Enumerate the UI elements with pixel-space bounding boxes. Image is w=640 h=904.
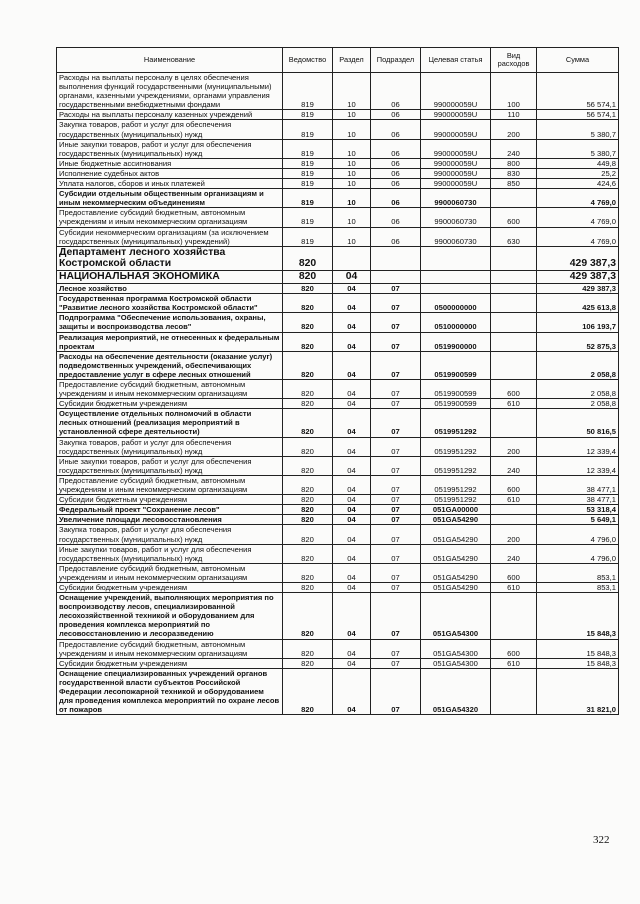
subsection-cell: 07 xyxy=(371,294,421,313)
section-cell xyxy=(333,246,371,271)
expense-type-cell: 200 xyxy=(491,525,537,544)
department-cell: 820 xyxy=(283,515,333,525)
row-name-cell: Предоставление субсидий бюджетным, автономным учреждениям и иным некоммерческим организациям xyxy=(57,639,283,658)
section-cell: 10 xyxy=(333,179,371,189)
table-row xyxy=(57,525,619,544)
target-item-cell: 990000059U xyxy=(421,168,491,178)
table-row xyxy=(57,73,619,110)
subsection-cell: 07 xyxy=(371,515,421,525)
amount-cell: 424,6 xyxy=(537,179,619,189)
section-cell: 04 xyxy=(333,456,371,475)
subsection-cell: 06 xyxy=(371,139,421,158)
subsection-cell: 07 xyxy=(371,437,421,456)
row-name-cell: Субсидии бюджетным учреждениям xyxy=(57,399,283,409)
department-cell: 819 xyxy=(283,120,333,139)
row-name-cell: Субсидии бюджетным учреждениям xyxy=(57,495,283,505)
subsection-cell: 07 xyxy=(371,582,421,592)
subsection-cell: 07 xyxy=(371,351,421,379)
subsection-cell: 07 xyxy=(371,544,421,563)
table-row xyxy=(57,158,619,168)
amount-cell: 449,8 xyxy=(537,158,619,168)
department-cell: 819 xyxy=(283,73,333,110)
column-header-name: Наименование xyxy=(57,48,283,73)
section-cell: 10 xyxy=(333,73,371,110)
target-item-cell: 0519951292 xyxy=(421,475,491,494)
target-item-cell: 0519951292 xyxy=(421,409,491,437)
table-row xyxy=(57,399,619,409)
department-cell: 820 xyxy=(283,399,333,409)
amount-cell: 853,1 xyxy=(537,582,619,592)
expense-type-cell: 830 xyxy=(491,168,537,178)
table-row xyxy=(57,544,619,563)
table-row xyxy=(57,456,619,475)
section-cell: 10 xyxy=(333,110,371,120)
amount-cell: 56 574,1 xyxy=(537,110,619,120)
subsection-cell: 07 xyxy=(371,593,421,639)
expense-type-cell: 610 xyxy=(491,658,537,668)
target-item-cell: 990000059U xyxy=(421,139,491,158)
subsection-cell: 07 xyxy=(371,409,421,437)
section-cell: 10 xyxy=(333,208,371,227)
target-item-cell: 051GA54290 xyxy=(421,515,491,525)
table-row xyxy=(57,313,619,332)
subsection-cell: 07 xyxy=(371,495,421,505)
table-row xyxy=(57,475,619,494)
amount-cell: 429 387,3 xyxy=(537,271,619,284)
section-cell: 04 xyxy=(333,658,371,668)
row-name-cell: Осуществление отдельных полномочий в области лесных отношений (реализация мероприятий в установленной сфере деятельности) xyxy=(57,409,283,437)
target-item-cell: 051GA54290 xyxy=(421,525,491,544)
target-item-cell: 0519900599 xyxy=(421,380,491,399)
expense-type-cell: 630 xyxy=(491,227,537,246)
target-item-cell: 9900060730 xyxy=(421,227,491,246)
expense-type-cell: 610 xyxy=(491,582,537,592)
table-row xyxy=(57,332,619,351)
amount-cell: 53 318,4 xyxy=(537,505,619,515)
department-cell: 820 xyxy=(283,593,333,639)
amount-cell: 5 380,7 xyxy=(537,139,619,158)
column-header-section: Раздел xyxy=(333,48,371,73)
row-name-cell: Лесное хозяйство xyxy=(57,284,283,294)
table-row xyxy=(57,593,619,639)
amount-cell: 15 848,3 xyxy=(537,658,619,668)
row-name-cell: Закупка товаров, работ и услуг для обеспечения государственных (муниципальных) нужд xyxy=(57,120,283,139)
expense-type-cell xyxy=(491,294,537,313)
expense-type-cell xyxy=(491,313,537,332)
subsection-cell: 06 xyxy=(371,208,421,227)
target-item-cell: 051GA54290 xyxy=(421,582,491,592)
amount-cell: 4 769,0 xyxy=(537,189,619,208)
row-name-cell: Субсидии бюджетным учреждениям xyxy=(57,658,283,668)
amount-cell: 50 816,5 xyxy=(537,409,619,437)
amount-cell: 15 848,3 xyxy=(537,593,619,639)
expense-type-cell xyxy=(491,189,537,208)
department-cell: 820 xyxy=(283,351,333,379)
department-cell: 820 xyxy=(283,456,333,475)
subsection-cell: 07 xyxy=(371,475,421,494)
section-cell: 04 xyxy=(333,271,371,284)
section-cell: 04 xyxy=(333,495,371,505)
department-cell: 820 xyxy=(283,495,333,505)
department-cell: 819 xyxy=(283,179,333,189)
row-name-cell: Субсидии отдельным общественным организациям и иным некоммерческим объединениям xyxy=(57,189,283,208)
table-row xyxy=(57,380,619,399)
row-name-cell: Расходы на выплаты персоналу казенных учреждений xyxy=(57,110,283,120)
target-item-cell: 0510000000 xyxy=(421,313,491,332)
amount-cell: 4 796,0 xyxy=(537,525,619,544)
expense-type-cell xyxy=(491,593,537,639)
section-cell: 10 xyxy=(333,168,371,178)
table-row xyxy=(57,582,619,592)
expense-type-cell: 850 xyxy=(491,179,537,189)
amount-cell: 38 477,1 xyxy=(537,475,619,494)
department-cell: 819 xyxy=(283,110,333,120)
target-item-cell: 051GA54290 xyxy=(421,544,491,563)
section-cell: 04 xyxy=(333,668,371,714)
row-name-cell: Федеральный проект "Сохранение лесов" xyxy=(57,505,283,515)
target-item-cell xyxy=(421,271,491,284)
table-row xyxy=(57,246,619,271)
row-name-cell: Иные закупки товаров, работ и услуг для обеспечения государственных (муниципальных) нужд xyxy=(57,139,283,158)
amount-cell: 31 821,0 xyxy=(537,668,619,714)
expense-type-cell: 600 xyxy=(491,563,537,582)
subsection-cell: 07 xyxy=(371,563,421,582)
row-name-cell: Оснащение учреждений, выполняющих мероприятия по воспроизводству лесов, специализированной лесохозяйственной техникой и оборудованием для проведения комплекса мероприятий по лесовосстановлению и лесоразведению xyxy=(57,593,283,639)
amount-cell: 25,2 xyxy=(537,168,619,178)
expense-type-cell: 600 xyxy=(491,639,537,658)
target-item-cell: 0519900000 xyxy=(421,332,491,351)
target-item-cell xyxy=(421,284,491,294)
subsection-cell: 06 xyxy=(371,179,421,189)
department-cell: 820 xyxy=(283,246,333,271)
expense-type-cell xyxy=(491,505,537,515)
section-cell: 10 xyxy=(333,189,371,208)
column-header-subsection: Подраздел xyxy=(371,48,421,73)
section-cell: 04 xyxy=(333,505,371,515)
department-cell: 820 xyxy=(283,582,333,592)
target-item-cell: 0519900599 xyxy=(421,351,491,379)
amount-cell: 12 339,4 xyxy=(537,437,619,456)
department-cell: 820 xyxy=(283,271,333,284)
table-row xyxy=(57,120,619,139)
table-row xyxy=(57,110,619,120)
table-row xyxy=(57,189,619,208)
amount-cell: 12 339,4 xyxy=(537,456,619,475)
expense-type-cell: 200 xyxy=(491,437,537,456)
amount-cell: 2 058,8 xyxy=(537,351,619,379)
amount-cell: 4 769,0 xyxy=(537,208,619,227)
section-cell: 10 xyxy=(333,227,371,246)
subsection-cell: 07 xyxy=(371,658,421,668)
expense-type-cell: 600 xyxy=(491,208,537,227)
table-body xyxy=(57,73,619,715)
target-item-cell: 051GA54290 xyxy=(421,563,491,582)
subsection-cell: 07 xyxy=(371,313,421,332)
section-cell: 04 xyxy=(333,475,371,494)
section-cell: 10 xyxy=(333,120,371,139)
amount-cell: 5 380,7 xyxy=(537,120,619,139)
expense-type-cell xyxy=(491,271,537,284)
column-header-amount: Сумма xyxy=(537,48,619,73)
column-header-expense-type: Вид расходов xyxy=(491,48,537,73)
department-cell: 820 xyxy=(283,563,333,582)
table-row xyxy=(57,668,619,714)
expense-type-cell xyxy=(491,284,537,294)
expense-type-cell: 240 xyxy=(491,544,537,563)
subsection-cell: 07 xyxy=(371,399,421,409)
department-cell: 819 xyxy=(283,227,333,246)
row-name-cell: НАЦИОНАЛЬНАЯ ЭКОНОМИКА xyxy=(57,271,283,284)
row-name-cell: Предоставление субсидий бюджетным, автономным учреждениям и иным некоммерческим организациям xyxy=(57,208,283,227)
subsection-cell xyxy=(371,271,421,284)
department-cell: 820 xyxy=(283,668,333,714)
column-header-department: Ведомство xyxy=(283,48,333,73)
section-cell: 04 xyxy=(333,409,371,437)
subsection-cell: 06 xyxy=(371,189,421,208)
amount-cell: 853,1 xyxy=(537,563,619,582)
row-name-cell: Реализация мероприятий, не отнесенных к федеральным проектам xyxy=(57,332,283,351)
amount-cell: 56 574,1 xyxy=(537,73,619,110)
department-cell: 820 xyxy=(283,475,333,494)
section-cell: 04 xyxy=(333,593,371,639)
row-name-cell: Предоставление субсидий бюджетным, автономным учреждениям и иным некоммерческим организациям xyxy=(57,475,283,494)
department-cell: 820 xyxy=(283,437,333,456)
target-item-cell: 0519951292 xyxy=(421,437,491,456)
section-cell: 04 xyxy=(333,563,371,582)
row-name-cell: Увеличение площади лесовосстановления xyxy=(57,515,283,525)
table-header-row xyxy=(57,48,619,73)
expense-type-cell: 600 xyxy=(491,380,537,399)
expense-type-cell: 800 xyxy=(491,158,537,168)
department-cell: 820 xyxy=(283,284,333,294)
budget-table xyxy=(56,47,619,715)
table-row xyxy=(57,495,619,505)
table-row xyxy=(57,505,619,515)
expense-type-cell: 600 xyxy=(491,475,537,494)
amount-cell: 52 875,3 xyxy=(537,332,619,351)
table-row xyxy=(57,227,619,246)
section-cell: 04 xyxy=(333,525,371,544)
target-item-cell: 051GA54320 xyxy=(421,668,491,714)
subsection-cell: 07 xyxy=(371,505,421,515)
subsection-cell: 07 xyxy=(371,639,421,658)
row-name-cell: Предоставление субсидий бюджетным, автономным учреждениям и иным некоммерческим организациям xyxy=(57,380,283,399)
department-cell: 820 xyxy=(283,639,333,658)
target-item-cell: 9900060730 xyxy=(421,208,491,227)
target-item-cell: 0519951292 xyxy=(421,495,491,505)
section-cell: 04 xyxy=(333,294,371,313)
amount-cell: 5 649,1 xyxy=(537,515,619,525)
section-cell: 04 xyxy=(333,399,371,409)
target-item-cell: 051GA54300 xyxy=(421,658,491,668)
table-row xyxy=(57,515,619,525)
table-row xyxy=(57,437,619,456)
section-cell: 04 xyxy=(333,284,371,294)
target-item-cell: 051GA54300 xyxy=(421,593,491,639)
department-cell: 820 xyxy=(283,332,333,351)
row-name-cell: Уплата налогов, сборов и иных платежей xyxy=(57,179,283,189)
row-name-cell: Закупка товаров, работ и услуг для обеспечения государственных (муниципальных) нужд xyxy=(57,525,283,544)
subsection-cell: 06 xyxy=(371,120,421,139)
subsection-cell: 06 xyxy=(371,227,421,246)
department-cell: 819 xyxy=(283,208,333,227)
subsection-cell: 07 xyxy=(371,456,421,475)
amount-cell: 106 193,7 xyxy=(537,313,619,332)
section-cell: 04 xyxy=(333,332,371,351)
expense-type-cell: 240 xyxy=(491,139,537,158)
amount-cell: 2 058,8 xyxy=(537,380,619,399)
expense-type-cell xyxy=(491,246,537,271)
department-cell: 820 xyxy=(283,525,333,544)
expense-type-cell: 200 xyxy=(491,120,537,139)
subsection-cell: 07 xyxy=(371,525,421,544)
expense-type-cell xyxy=(491,351,537,379)
section-cell: 04 xyxy=(333,582,371,592)
target-item-cell: 051GA00000 xyxy=(421,505,491,515)
target-item-cell: 0519900599 xyxy=(421,399,491,409)
table-row xyxy=(57,208,619,227)
department-cell: 819 xyxy=(283,158,333,168)
column-header-target-item: Целевая статья xyxy=(421,48,491,73)
row-name-cell: Иные закупки товаров, работ и услуг для обеспечения государственных (муниципальных) нужд xyxy=(57,456,283,475)
row-name-cell: Закупка товаров, работ и услуг для обеспечения государственных (муниципальных) нужд xyxy=(57,437,283,456)
subsection-cell: 07 xyxy=(371,380,421,399)
amount-cell: 429 387,3 xyxy=(537,246,619,271)
section-cell: 04 xyxy=(333,313,371,332)
section-cell: 04 xyxy=(333,544,371,563)
expense-type-cell: 610 xyxy=(491,495,537,505)
expense-type-cell: 240 xyxy=(491,456,537,475)
target-item-cell: 990000059U xyxy=(421,120,491,139)
section-cell: 04 xyxy=(333,639,371,658)
amount-cell: 429 387,3 xyxy=(537,284,619,294)
subsection-cell: 06 xyxy=(371,168,421,178)
target-item-cell xyxy=(421,246,491,271)
table-row xyxy=(57,409,619,437)
target-item-cell: 990000059U xyxy=(421,179,491,189)
table-row xyxy=(57,639,619,658)
department-cell: 819 xyxy=(283,139,333,158)
amount-cell: 15 848,3 xyxy=(537,639,619,658)
department-cell: 820 xyxy=(283,409,333,437)
row-name-cell: Подпрограмма "Обеспечение использования, охраны, защиты и воспроизводства лесов" xyxy=(57,313,283,332)
row-name-cell: Субсидии некоммерческим организациям (за исключением государственных (муниципальных) учреждений) xyxy=(57,227,283,246)
amount-cell: 2 058,8 xyxy=(537,399,619,409)
subsection-cell: 06 xyxy=(371,110,421,120)
table-row xyxy=(57,284,619,294)
section-cell: 10 xyxy=(333,158,371,168)
amount-cell: 4 796,0 xyxy=(537,544,619,563)
row-name-cell: Расходы на обеспечение деятельности (оказание услуг) подведомственных учреждений, обеспечивающих предоставление услуг в сфере лесных отношений xyxy=(57,351,283,379)
table-row xyxy=(57,168,619,178)
table-row xyxy=(57,294,619,313)
table-row xyxy=(57,351,619,379)
target-item-cell: 990000059U xyxy=(421,110,491,120)
section-cell: 04 xyxy=(333,437,371,456)
target-item-cell: 0500000000 xyxy=(421,294,491,313)
expense-type-cell: 100 xyxy=(491,73,537,110)
section-cell: 10 xyxy=(333,139,371,158)
amount-cell: 4 769,0 xyxy=(537,227,619,246)
row-name-cell: Расходы на выплаты персоналу в целях обеспечения выполнения функций государственными (муниципальными) органами, казенными учреждениями, органами управления государственными внебюджетными фондами xyxy=(57,73,283,110)
table-row xyxy=(57,271,619,284)
subsection-cell: 07 xyxy=(371,332,421,351)
department-cell: 819 xyxy=(283,168,333,178)
target-item-cell: 051GA54300 xyxy=(421,639,491,658)
department-cell: 820 xyxy=(283,294,333,313)
subsection-cell: 06 xyxy=(371,158,421,168)
target-item-cell: 990000059U xyxy=(421,73,491,110)
expense-type-cell xyxy=(491,668,537,714)
target-item-cell: 9900060730 xyxy=(421,189,491,208)
department-cell: 820 xyxy=(283,505,333,515)
amount-cell: 38 477,1 xyxy=(537,495,619,505)
row-name-cell: Иные бюджетные ассигнования xyxy=(57,158,283,168)
row-name-cell: Предоставление субсидий бюджетным, автономным учреждениям и иным некоммерческим организациям xyxy=(57,563,283,582)
department-cell: 820 xyxy=(283,658,333,668)
subsection-cell xyxy=(371,246,421,271)
department-cell: 820 xyxy=(283,313,333,332)
target-item-cell: 990000059U xyxy=(421,158,491,168)
subsection-cell: 07 xyxy=(371,668,421,714)
amount-cell: 425 613,8 xyxy=(537,294,619,313)
expense-type-cell: 610 xyxy=(491,399,537,409)
table-row xyxy=(57,563,619,582)
row-name-cell: Субсидии бюджетным учреждениям xyxy=(57,582,283,592)
page-number: 322 xyxy=(593,834,610,846)
section-cell: 04 xyxy=(333,351,371,379)
section-cell: 04 xyxy=(333,515,371,525)
table-row xyxy=(57,179,619,189)
row-name-cell: Оснащение специализированных учреждений органов государственной власти субъектов Российской Федерации лесопожарной техникой и оборудованием для проведения комплекса мероприятий по охране лесов от пожаров xyxy=(57,668,283,714)
target-item-cell: 0519951292 xyxy=(421,456,491,475)
expense-type-cell xyxy=(491,515,537,525)
table-row xyxy=(57,658,619,668)
row-name-cell: Иные закупки товаров, работ и услуг для обеспечения государственных (муниципальных) нужд xyxy=(57,544,283,563)
expense-type-cell xyxy=(491,409,537,437)
department-cell: 820 xyxy=(283,380,333,399)
department-cell: 819 xyxy=(283,189,333,208)
section-cell: 04 xyxy=(333,380,371,399)
row-name-cell: Департамент лесного хозяйства Костромской области xyxy=(57,246,283,271)
department-cell: 820 xyxy=(283,544,333,563)
row-name-cell: Исполнение судебных актов xyxy=(57,168,283,178)
expense-type-cell xyxy=(491,332,537,351)
table-row xyxy=(57,139,619,158)
row-name-cell: Государственная программа Костромской области "Развитие лесного хозяйства Костромской области" xyxy=(57,294,283,313)
expense-type-cell: 110 xyxy=(491,110,537,120)
subsection-cell: 06 xyxy=(371,73,421,110)
subsection-cell: 07 xyxy=(371,284,421,294)
